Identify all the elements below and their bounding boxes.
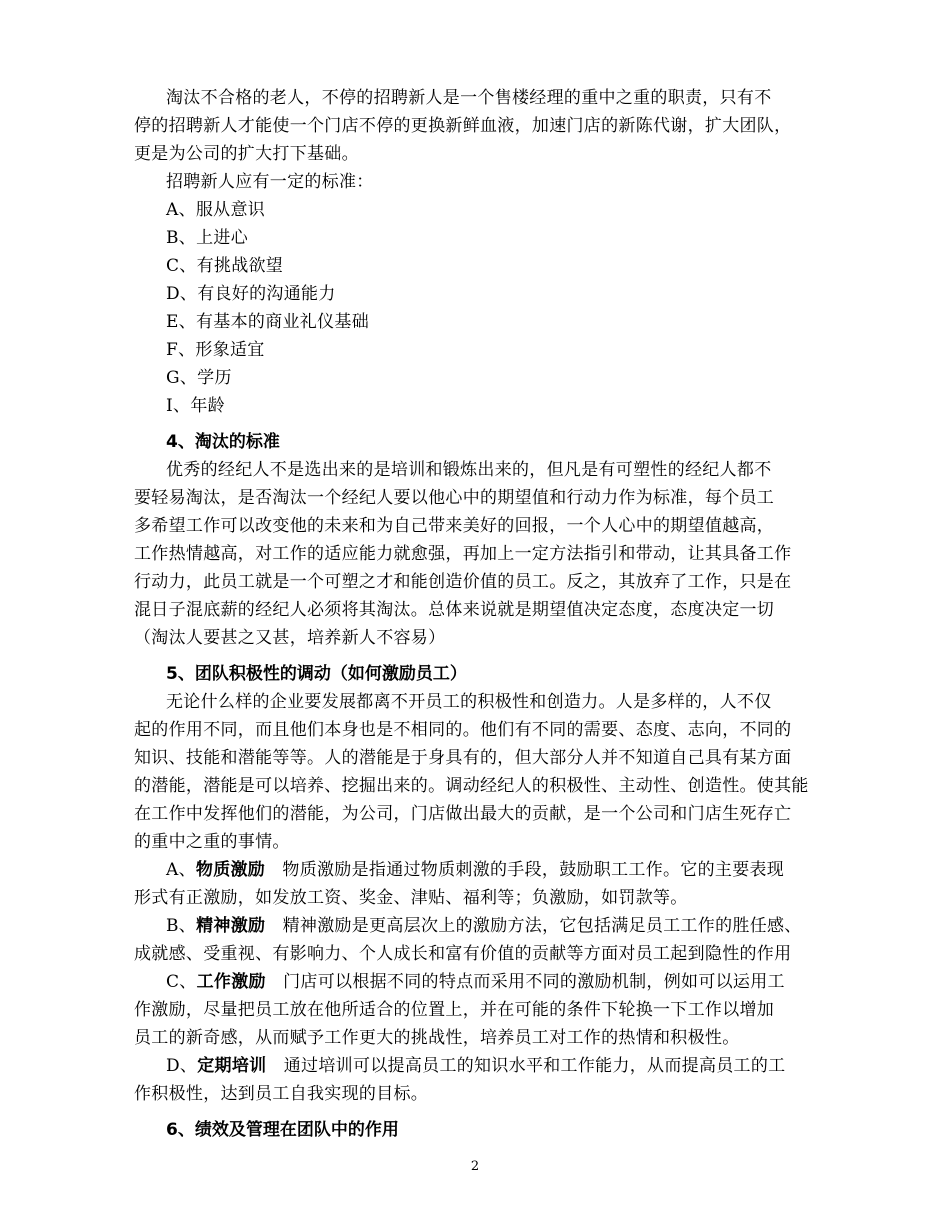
page-number: 2 [470, 1159, 480, 1174]
criteria-item: E、有基本的商业礼仪基础 [166, 312, 370, 332]
section-4-line: 工作热情越高，对工作的适应能力就愈强，再加上一定方法指引和带动，让其具备工作 [134, 544, 792, 564]
incentive-prefix: B、 [166, 916, 197, 936]
incentive-item-d [166, 1055, 785, 1077]
criteria-item: D、有良好的沟通能力 [166, 284, 336, 304]
intro-line-2: 停的招聘新人才能使一个门店不停的更换新鲜血液，加速门店的新陈代谢，扩大团队， [134, 116, 792, 136]
criteria-item: G、学历 [166, 368, 232, 388]
incentive-term: 定期培训 [197, 1056, 267, 1076]
incentive-item-c-continuation: 员工的新奇感，从而赋予工作更大的挑战性，培养员工对工作的热情和积极性。 [134, 1028, 740, 1048]
incentive-item-a [166, 859, 784, 881]
incentive-description: 精神激励是更高层次上的激励方法，它包括满足员工工作的胜任感、 [282, 916, 802, 936]
incentive-item-d-continuation: 作积极性，达到员工自我实现的目标。 [134, 1084, 429, 1104]
section-4-line: 多希望工作可以改变他的未来和为自己带来美好的回报，一个人心中的期望值越高， [134, 516, 775, 536]
section-5-line: 起的作用不同，而且他们本身也是不相同的。他们有不同的需要、态度、志向，不同的 [134, 720, 792, 740]
section-4-line: 行动力，此员工就是一个可塑之才和能创造价值的员工。反之，其放弃了工作，只是在 [134, 572, 792, 592]
section-4-line: 混日子混底薪的经纪人必须将其淘汰。总体来说就是期望值决定态度，态度决定一切 [134, 600, 775, 620]
incentive-description: 门店可以根据不同的特点而采用不同的激励机制，例如可以运用工 [283, 972, 785, 992]
incentive-prefix: A、 [166, 860, 196, 880]
incentive-prefix: D、 [166, 1056, 198, 1076]
incentive-item-c-continuation: 作激励，尽量把员工放在他所适合的位置上，并在可能的条件下轮换一下工作以增加 [134, 1000, 775, 1020]
incentive-term: 工作激励 [196, 972, 266, 992]
incentive-description: 通过培训可以提高员工的知识水平和工作能力，从而提高员工的工 [283, 1056, 786, 1076]
section-5-line: 在工作中发挥他们的潜能，为公司，门店做出最大的贡献，是一个公司和门店生死存亡 [134, 804, 792, 824]
section-5-heading: 5、团队积极性的调动（如何激励员工） [166, 664, 467, 684]
section-6-heading: 6、绩效及管理在团队中的作用 [166, 1120, 399, 1140]
section-5-line: 的潜能，潜能是可以培养、挖掘出来的。调动经纪人的积极性、主动性、创造性。使其能 [134, 776, 809, 796]
criteria-item: I、年龄 [166, 396, 225, 416]
recruit-criteria-intro: 招聘新人应有一定的标准： [166, 172, 374, 192]
incentive-item-c [166, 971, 785, 993]
criteria-item: F、形象适宜 [166, 340, 265, 360]
section-4-line: 优秀的经纪人不是选出来的是培训和锻炼出来的，但凡是有可塑性的经纪人都不 [166, 460, 772, 480]
section-4-line: 要轻易淘汰，是否淘汰一个经纪人要以他心中的期望值和行动力作为标准，每个员工 [134, 488, 775, 508]
criteria-item: A、服从意识 [166, 200, 266, 220]
section-5-line: 知识、技能和潜能等等。人的潜能是于身具有的，但大部分人并不知道自己具有某方面 [134, 748, 792, 768]
incentive-item-b [166, 915, 802, 937]
incentive-prefix: C、 [166, 972, 197, 992]
incentive-item-a-continuation: 形式有正激励，如发放工资、奖金、津贴、福利等；负激励，如罚款等。 [134, 888, 688, 908]
incentive-description: 物质激励是指通过物质刺激的手段，鼓励职工工作。它的主要表现 [282, 860, 785, 880]
section-4-heading: 4、淘汰的标准 [166, 432, 280, 452]
incentive-item-b-continuation: 成就感、受重视、有影响力、个人成长和富有价值的贡献等方面对员工起到隐性的作用 [134, 944, 792, 964]
section-4-line: （淘汰人要甚之又甚，培养新人不容易） [134, 628, 446, 648]
incentive-term: 物质激励 [195, 860, 266, 880]
criteria-item: B、上进心 [166, 228, 248, 248]
criteria-item: C、有挑战欲望 [166, 256, 284, 276]
section-5-line: 的重中之重的事情。 [134, 832, 290, 852]
incentive-term: 精神激励 [196, 916, 266, 936]
section-5-line: 无论什么样的企业要发展都离不开员工的积极性和创造力。人是多样的，人不仅 [166, 692, 772, 712]
intro-line-1: 淘汰不合格的老人，不停的招聘新人是一个售楼经理的重中之重的职责，只有不 [166, 88, 772, 108]
intro-line-3: 更是为公司的扩大打下基础。 [134, 144, 359, 164]
